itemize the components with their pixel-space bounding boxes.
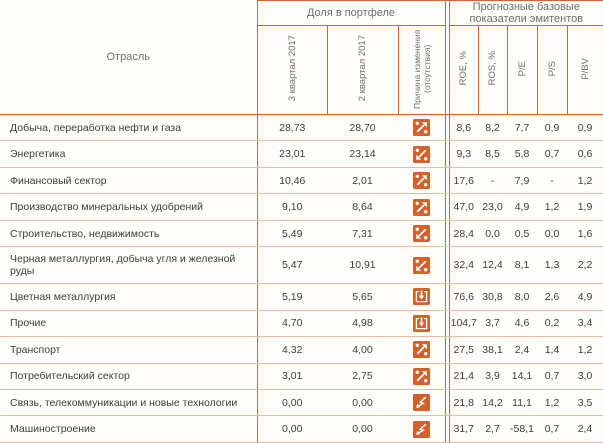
table-row bbox=[0, 115, 603, 141]
industry-name-cell: Связь, телекоммуникации и новые технологии bbox=[0, 389, 257, 415]
q3-share-cell: 4,32 bbox=[257, 337, 327, 363]
pbv-cell: 1,2 bbox=[567, 337, 603, 363]
industry-name-cell: Добыча, переработка нефти и газа bbox=[0, 115, 257, 141]
pe-cell: 7,7 bbox=[507, 115, 537, 141]
ps-cell: 0,7 bbox=[537, 141, 567, 167]
ps-cell: 1,4 bbox=[537, 337, 567, 363]
diagonal-arrow-down-icon bbox=[413, 225, 430, 242]
q3-share-cell: 10,46 bbox=[257, 167, 327, 193]
q2-share-cell: 2,01 bbox=[327, 167, 398, 193]
change-reason-cell bbox=[398, 284, 445, 310]
q3-column-header bbox=[257, 26, 327, 115]
pe-cell: 11,1 bbox=[507, 389, 537, 415]
ros-cell: 2,7 bbox=[478, 416, 507, 443]
pbv-cell: 3,4 bbox=[567, 310, 603, 336]
table-body bbox=[0, 115, 603, 443]
roe-cell: 27,5 bbox=[449, 337, 478, 363]
ps-cell: 1,3 bbox=[537, 247, 567, 284]
change-reason-cell bbox=[398, 363, 445, 389]
ps-cell: 2,6 bbox=[537, 284, 567, 310]
q2-column-header bbox=[327, 26, 398, 115]
ros-cell: 38,1 bbox=[478, 337, 507, 363]
pe-cell: 0,5 bbox=[507, 220, 537, 246]
change-reason-column-header bbox=[398, 26, 445, 115]
q3-share-cell: 3,01 bbox=[257, 363, 327, 389]
change-reason-cell bbox=[398, 416, 445, 443]
pe-cell: 7,9 bbox=[507, 167, 537, 193]
table-row bbox=[0, 220, 603, 246]
q3-share-cell: 5,47 bbox=[257, 247, 327, 284]
roe-cell: 8,6 bbox=[449, 115, 478, 141]
pe-cell: 8,0 bbox=[507, 284, 537, 310]
change-reason-cell bbox=[398, 310, 445, 336]
table-row bbox=[0, 337, 603, 363]
industry-name-cell: Машиностроение bbox=[0, 416, 257, 443]
pe-cell: -58,1 bbox=[507, 416, 537, 443]
box-arrow-down-icon bbox=[413, 315, 430, 332]
industry-column-header: Отрасль bbox=[0, 1, 257, 115]
change-reason-cell bbox=[398, 141, 445, 167]
ps-cell: 0,7 bbox=[537, 416, 567, 443]
industry-name-cell: Черная металлургия, добыча угля и железной руды bbox=[0, 247, 257, 284]
industry-name-cell: Производство минеральных удобрений bbox=[0, 194, 257, 220]
q3-share-cell: 28,73 bbox=[257, 115, 327, 141]
ros-cell: 30,8 bbox=[478, 284, 507, 310]
roe-cell: 9,3 bbox=[449, 141, 478, 167]
lightning-arrow-icon bbox=[413, 394, 430, 411]
ros-cell: 8,2 bbox=[478, 115, 507, 141]
ros-cell: 14,2 bbox=[478, 389, 507, 415]
q3-share-cell: 5,49 bbox=[257, 220, 327, 246]
q2-column-label: 2 квартал 2017 bbox=[357, 35, 368, 102]
q2-share-cell: 0,00 bbox=[327, 389, 398, 415]
q2-share-cell: 7,31 bbox=[327, 220, 398, 246]
diagonal-arrow-up-icon bbox=[413, 119, 430, 136]
change-reason-cell bbox=[398, 247, 445, 284]
ps-cell: 0,0 bbox=[537, 220, 567, 246]
ps-cell: 0,2 bbox=[537, 310, 567, 336]
pbv-column-label: P/BV bbox=[579, 57, 591, 80]
change-reason-cell bbox=[398, 115, 445, 141]
diagonal-arrow-up-icon bbox=[413, 199, 430, 216]
table-row bbox=[0, 247, 603, 284]
ros-column-label: ROS, % bbox=[487, 51, 498, 86]
industry-name-cell: Цветная металлургия bbox=[0, 284, 257, 310]
q3-share-cell: 5,19 bbox=[257, 284, 327, 310]
table-row bbox=[0, 389, 603, 415]
roe-cell: 17,6 bbox=[449, 167, 478, 193]
roe-cell: 21,4 bbox=[449, 363, 478, 389]
ros-cell: - bbox=[478, 167, 507, 193]
change-reason-cell bbox=[398, 337, 445, 363]
table-row bbox=[0, 194, 603, 220]
industry-name-cell: Финансовый сектор bbox=[0, 167, 257, 193]
ros-cell: 0,0 bbox=[478, 220, 507, 246]
industry-name-cell: Потребительский сектор bbox=[0, 363, 257, 389]
ros-cell: 23,0 bbox=[478, 194, 507, 220]
q3-share-cell: 0,00 bbox=[257, 416, 327, 443]
q2-share-cell: 23,14 bbox=[327, 141, 398, 167]
pe-cell: 4,9 bbox=[507, 194, 537, 220]
industry-name-cell: Энергетика bbox=[0, 141, 257, 167]
ps-cell: - bbox=[537, 167, 567, 193]
table-row bbox=[0, 167, 603, 193]
share-group-header: Доля в портфеле bbox=[257, 1, 445, 26]
table-row bbox=[0, 416, 603, 443]
ps-cell: 1,2 bbox=[537, 389, 567, 415]
table-row bbox=[0, 363, 603, 389]
pe-column-header bbox=[507, 26, 537, 115]
q3-share-cell: 9,10 bbox=[257, 194, 327, 220]
pbv-cell: 2,2 bbox=[567, 247, 603, 284]
q3-share-cell: 4,70 bbox=[257, 310, 327, 336]
pe-cell: 4,6 bbox=[507, 310, 537, 336]
change-reason-cell bbox=[398, 167, 445, 193]
industry-name-cell: Строительство, недвижимость bbox=[0, 220, 257, 246]
diagonal-arrow-up-icon bbox=[413, 341, 430, 358]
forecast-group-header: Прогнозные базовые показатели эмитентов bbox=[449, 1, 603, 26]
q3-column-label: 3 квартал 2017 bbox=[286, 35, 298, 102]
change-reason-cell bbox=[398, 194, 445, 220]
pe-cell: 8,1 bbox=[507, 247, 537, 284]
pe-cell: 2,4 bbox=[507, 337, 537, 363]
ps-column-header bbox=[537, 26, 567, 115]
box-arrow-down-icon bbox=[413, 288, 430, 305]
q2-share-cell: 28,70 bbox=[327, 115, 398, 141]
ros-cell: 12,4 bbox=[478, 247, 507, 284]
roe-cell: 21,8 bbox=[449, 389, 478, 415]
diagonal-arrow-up-icon bbox=[413, 368, 430, 385]
table-row bbox=[0, 310, 603, 336]
roe-cell: 47,0 bbox=[449, 194, 478, 220]
pe-column-label: P/E bbox=[516, 60, 528, 77]
lightning-arrow-icon bbox=[413, 421, 430, 438]
pbv-cell: 3,0 bbox=[567, 363, 603, 389]
roe-cell: 32,4 bbox=[449, 247, 478, 284]
roe-column-label: ROE, % bbox=[458, 51, 469, 86]
pbv-cell: 0,6 bbox=[567, 141, 603, 167]
q3-share-cell: 0,00 bbox=[257, 389, 327, 415]
pbv-column-header bbox=[567, 26, 603, 115]
roe-column-header bbox=[449, 26, 478, 115]
pe-cell: 5,8 bbox=[507, 141, 537, 167]
ps-cell: 1,2 bbox=[537, 194, 567, 220]
roe-cell: 104,7 bbox=[449, 310, 478, 336]
table-row bbox=[0, 284, 603, 310]
change-reason-cell bbox=[398, 220, 445, 246]
q2-share-cell: 10,91 bbox=[327, 247, 398, 284]
industry-name-cell: Прочие bbox=[0, 310, 257, 336]
pbv-cell: 2,4 bbox=[567, 416, 603, 443]
change-reason-cell bbox=[398, 389, 445, 415]
roe-cell: 31,7 bbox=[449, 416, 478, 443]
pbv-cell: 0,9 bbox=[567, 115, 603, 141]
ros-cell: 8,5 bbox=[478, 141, 507, 167]
ps-cell: 0,9 bbox=[537, 115, 567, 141]
change-reason-column-label: Причина изменения (отсутствия) bbox=[411, 28, 432, 109]
ros-cell: 3,7 bbox=[478, 310, 507, 336]
ros-cell: 3,9 bbox=[478, 363, 507, 389]
pbv-cell: 1,9 bbox=[567, 194, 603, 220]
diagonal-arrow-down-icon bbox=[413, 257, 430, 274]
roe-cell: 28,4 bbox=[449, 220, 478, 246]
q3-share-cell: 23,01 bbox=[257, 141, 327, 167]
pbv-cell: 1,6 bbox=[567, 220, 603, 246]
pbv-cell: 4,9 bbox=[567, 284, 603, 310]
ps-column-label: P/S bbox=[546, 60, 558, 77]
roe-cell: 76,6 bbox=[449, 284, 478, 310]
q2-share-cell: 0,00 bbox=[327, 416, 398, 443]
pbv-cell: 1,2 bbox=[567, 167, 603, 193]
q2-share-cell: 8,64 bbox=[327, 194, 398, 220]
industry-name-cell: Транспорт bbox=[0, 337, 257, 363]
ros-column-header bbox=[478, 26, 507, 115]
ps-cell: 0,7 bbox=[537, 363, 567, 389]
q2-share-cell: 2,75 bbox=[327, 363, 398, 389]
q2-share-cell: 4,00 bbox=[327, 337, 398, 363]
table-row bbox=[0, 141, 603, 167]
diagonal-arrow-down-icon bbox=[413, 146, 430, 163]
pbv-cell: 3,5 bbox=[567, 389, 603, 415]
q2-share-cell: 5,65 bbox=[327, 284, 398, 310]
diagonal-arrow-up-icon bbox=[413, 172, 430, 189]
pe-cell: 14,1 bbox=[507, 363, 537, 389]
q2-share-cell: 4,98 bbox=[327, 310, 398, 336]
